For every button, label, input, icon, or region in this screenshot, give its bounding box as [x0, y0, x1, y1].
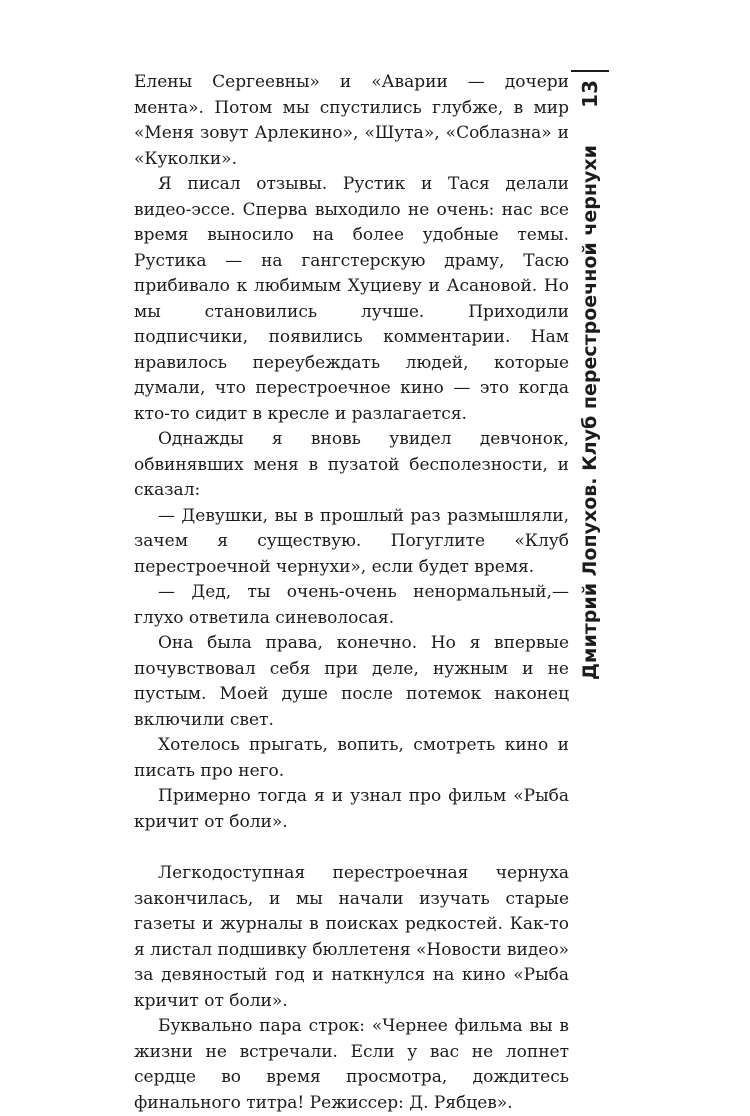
- running-head-author: Дмитрий Лопухов.: [579, 477, 601, 680]
- paragraph: Она была права, конечно. Но я впервые почувствовал себя при деле, нужным и не пустым. Моей душе после потемок наконец включили свет.: [134, 633, 569, 730]
- running-head-title-group: [579, 145, 601, 680]
- paragraph: Хотелось прыгать, вопить, смотреть кино и писать про него.: [134, 735, 569, 781]
- running-head: [574, 80, 606, 680]
- section-break: [134, 835, 569, 861]
- running-head-rule: [571, 70, 609, 72]
- paragraph: Я писал отзывы. Рустик и Тася делали видео-эссе. Сперва выходило не очень: нас все время выносило на более удобные темы. Рустика — на гангстерскую драму, Тасю прибивало к любимым Хуциеву и Асановой. Но мы становились лучше. Приходили подписчики, появились комментарии. Нам нравилось переубеждать людей, которые думали, что перестроечное кино — это когда кто-то сидит в кресле и разлагается.: [134, 174, 569, 424]
- paragraph: Буквально пара строк: «Чернее фильма вы в жизни не встречали. Если у вас не лопнет сердце во время просмотра, дождитесь финального титра! Режиссер: Д. Рябцев».: [134, 1016, 569, 1113]
- paragraph: Примерно тогда я и узнал про фильм «Рыба кричит от боли».: [134, 786, 569, 832]
- paragraph: Однажды я вновь увидел девчонок, обвинявших меня в пузатой бесполезности, и сказал:: [134, 429, 569, 500]
- page-number: 13: [578, 80, 602, 108]
- paragraph: Легкодоступная перестроечная чернуха закончилась, и мы начали изучать старые газеты и журналы в поисках редкостей. Как-то я листал подшивку бюллетеня «Новости видео» за девяностый год и наткнулся на кино «Рыба кричит от боли».: [134, 863, 569, 1011]
- running-head-text: [574, 80, 606, 680]
- dialogue-line: — Девушки, вы в прошлый раз размышляли, зачем я существую. Погуглите «Клуб перестроечной чернухи», если будет время.: [134, 505, 569, 577]
- dialogue-line: — Дед, ты очень-очень ненормальный,— глухо ответила синеволосая.: [134, 582, 569, 628]
- paragraph: Елены Сергеевны» и «Аварии — дочери мента». Потом мы спустились глубже, в мир «Меня зовут Арлекино», «Шута», «Соблазна» и «Куколки».: [134, 72, 569, 169]
- body-text: [134, 70, 569, 1116]
- running-head-title: Клуб перестроечной чернухи: [579, 145, 601, 471]
